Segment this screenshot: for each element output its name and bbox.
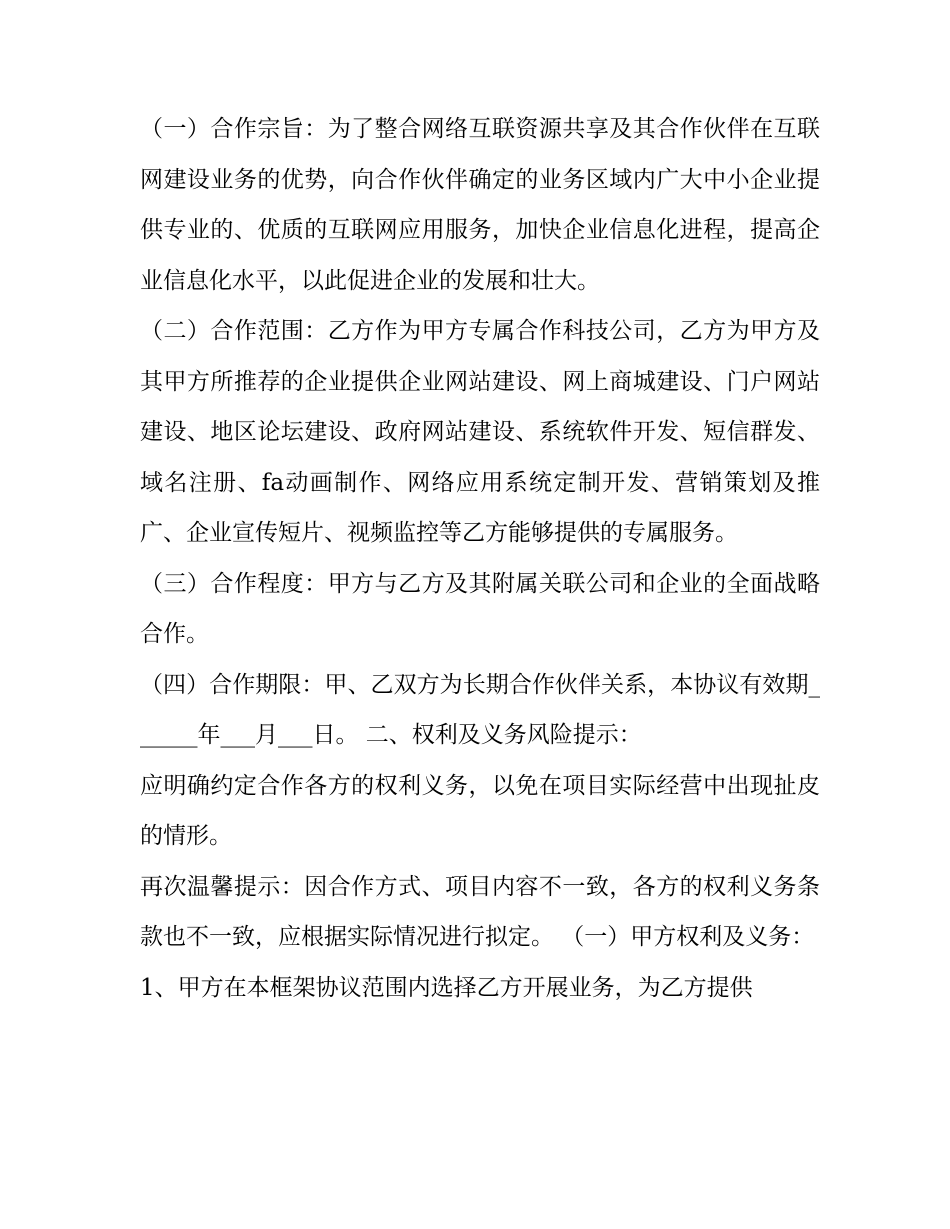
paragraph-cooperation-degree: （三）合作程度：甲方与乙方及其附属关联公司和企业的全面战略合作。 [140, 570, 820, 647]
paragraph-reminder: 再次温馨提示：因合作方式、项目内容不一致，各方的权利义务条款也不一致，应根据实际情况进行拟定。 （一）甲方权利及义务： [140, 873, 820, 950]
paragraph-cooperation-purpose: （一）合作宗旨：为了整合网络互联资源共享及其合作伙伴在互联网建设业务的优势，向合作伙伴确定的业务区域内广大中小企业提供专业的、优质的互联网应用服务，加快企业信息化进程，提高企业信息化水平，以此促进企业的发展和壮大。 [140, 116, 820, 294]
paragraph-rights-obligations-note: 应明确约定合作各方的权利义务，以免在项目实际经营中出现扯皮的情形。 [140, 772, 820, 849]
paragraph-cooperation-scope: （二）合作范围：乙方作为甲方专属合作科技公司，乙方为甲方及其甲方所推荐的企业提供企业网站建设、网上商城建设、门户网站建设、地区论坛建设、政府网站建设、系统软件开发、短信群发、域名注册、fa动画制作、网络应用系统定制开发、营销策划及推广、企业宣传短片、视频监控等乙方能够提供的专属服务。 [140, 318, 820, 546]
document-body [140, 104, 820, 1013]
paragraph-cooperation-term: （四）合作期限：甲、乙双方为长期合作伙伴关系，本协议有效期______年___月___日。 二、权利及义务风险提示： [140, 671, 820, 748]
paragraph-party-a-item-1: 1、甲方在本框架协议范围内选择乙方开展业务，为乙方提供 [140, 974, 753, 1001]
